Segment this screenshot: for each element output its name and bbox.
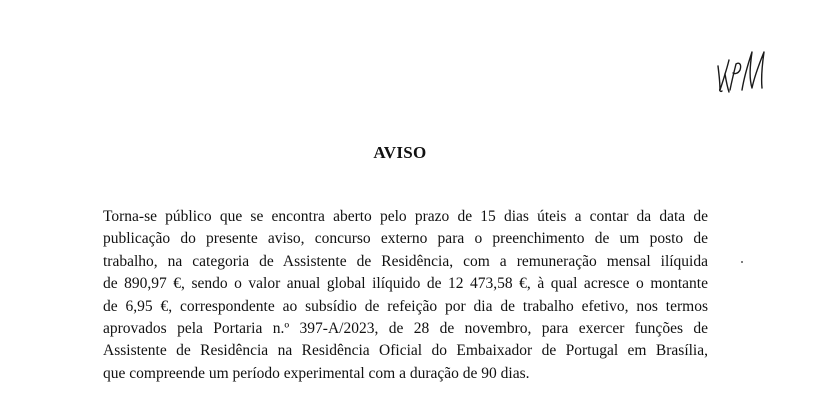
paragraph-line: Torna-se público que se encontra aberto pelo prazo de 15 dias úteis a contar da data de — [103, 208, 708, 225]
paragraph-line: Assistente de Residência na Residência Oficial do Embaixador de Portugal em Brasília, — [103, 342, 708, 360]
paragraph-line: aprovados pela Portaria n.º 397-A/2023, de 28 de novembro, para exercer funções de — [103, 320, 708, 338]
paragraph-line: que compreende um período experimental com a duração de 90 dias. — [103, 364, 530, 382]
paragraph-line: de 6,95 €, correspondente ao subsídio de refeição por dia de trabalho efetivo, nos termos — [103, 297, 708, 315]
document-title: AVISO — [373, 143, 427, 162]
paragraph-line: publicação do presente aviso, concurso externo para o preenchimento de um posto de — [103, 230, 708, 248]
notice-paragraph — [103, 206, 708, 385]
handwritten-signature-icon — [712, 44, 772, 104]
paragraph-line: de 890,97 €, sendo o valor anual global ilíquido de 12 473,58 €, à qual acresce o montante — [103, 275, 708, 293]
paragraph-line: trabalho, na categoria de Assistente de Residência, com a remuneração mensal ilíquida — [103, 252, 708, 270]
scan-speck — [741, 261, 743, 263]
